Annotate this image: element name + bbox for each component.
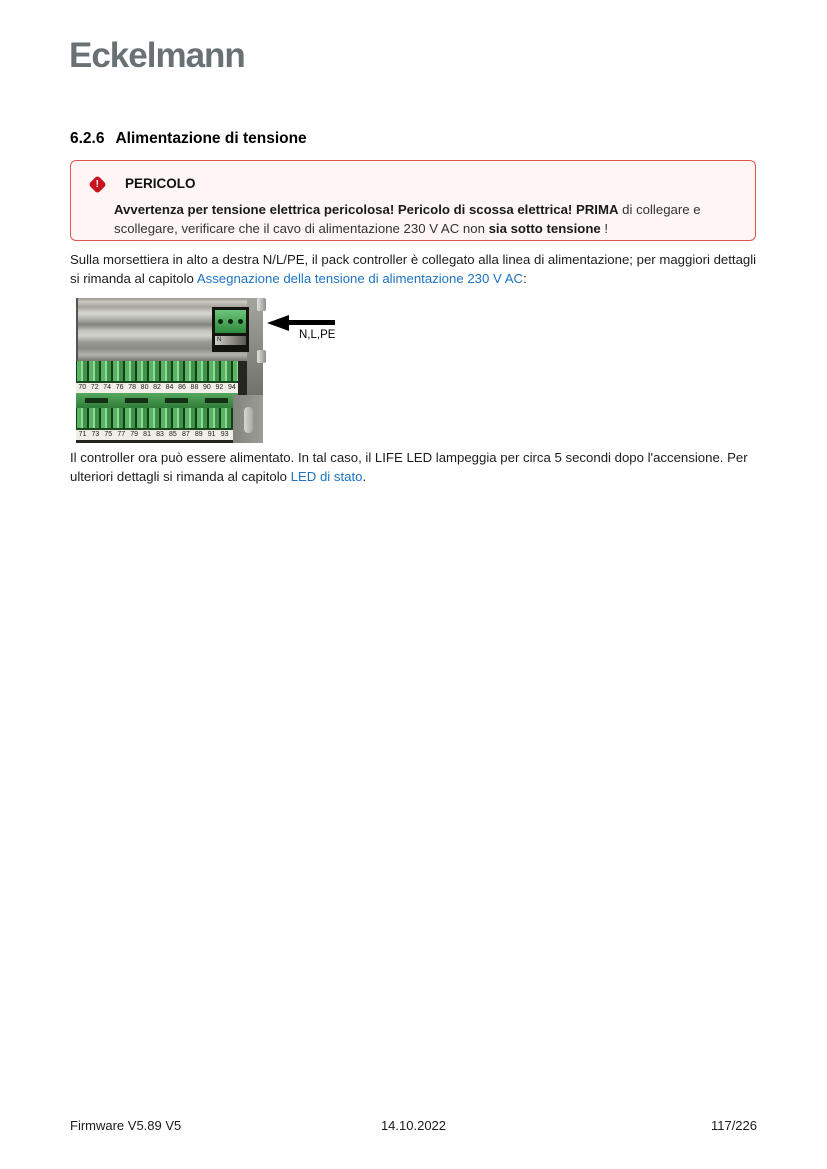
warning-regular-segment: di collegare e scollegare, verificare che il cavo di alimentazione 230 V AC non [114,202,701,236]
footer-firmware-version: Firmware V5.89 V5 [70,1118,182,1133]
terminal-number: 81 [143,431,151,438]
terminal-number: 76 [115,384,124,391]
terminal-row-even [76,361,238,393]
terminal-number: 71 [78,431,87,438]
terminal-pins [76,408,244,430]
arrow-left-icon [267,315,289,331]
terminal-number: 83 [156,431,164,438]
terminal-number-strip [76,430,244,440]
danger-admonition-header [89,176,196,191]
terminal-number: 72 [90,384,99,391]
warning-regular-segment: ! [600,220,609,236]
footer-date: 14.10.2022 [380,1118,447,1133]
terminal-number: 74 [103,384,112,391]
terminal-number: 73 [91,431,100,438]
terminal-number: 79 [130,431,139,438]
footer-page-number: 117/226 [710,1118,757,1133]
terminal-number: 85 [169,431,177,438]
warning-title: PERICOLO [125,176,196,191]
terminal-photo-figure [70,297,490,443]
warning-body-text [114,201,746,238]
terminal-number: 92 [215,384,224,391]
housing-side-edge [247,298,263,395]
exclamation-glyph: ! [95,178,100,190]
terminal-number: 77 [117,431,126,438]
eckelmann-logo: Eckelmann [69,36,245,75]
terminal-number: 78 [128,384,136,391]
paragraph-text: Sulla morsettiera in alto a destra N/L/PE, il pack controller è collegato alla linea di alimentazione; per maggiori dettagli si rimanda al capitolo [70,252,757,286]
terminal-number: 87 [181,431,190,438]
bolt-icon [257,350,266,363]
section-heading [70,130,307,148]
housing-corner [233,395,263,443]
link-assegnazione-tensione[interactable]: Assegnazione della tensione di alimentazione 230 V AC [196,270,524,286]
paragraph-text: . [362,468,367,484]
link-led-di-stato[interactable]: LED di stato [290,468,363,484]
terminal-number: 82 [153,384,161,391]
terminal-number: 70 [78,384,87,391]
paragraph-text: Il controller ora può essere alimentato. In tal caso, il LIFE LED lampeggia per circa 5 secondi dopo l'accensione. Per ulteriori dettagli si rimanda al capitolo [70,450,748,484]
danger-diamond-icon [88,175,106,193]
warning-bold-segment: Avvertenza per tensione elettrica pericolosa! Pericolo di scossa elettrica! PRIMA [114,202,619,217]
page-footer [70,1118,757,1133]
terminal-number: 86 [178,384,186,391]
warning-bold-segment: sia sotto tensione [488,220,601,236]
arrow-label: N,L,PE [299,329,336,341]
bolt-icon [257,298,266,311]
nlpe-terminal-inset [212,307,249,352]
arrow-shaft [288,320,335,325]
nlpe-terminal-block [215,310,246,333]
terminal-number: 88 [190,384,199,391]
terminal-connector-body [76,393,238,408]
terminal-pins [76,361,238,383]
terminal-number: 75 [104,431,113,438]
terminal-row-odd [76,408,244,440]
controller-photo [76,298,263,443]
section-title: Alimentazione di tensione [115,130,307,147]
connector-slots [76,398,238,403]
terminal-number: 89 [194,431,203,438]
terminal-number: 84 [165,384,174,391]
paragraph-life-led [70,449,766,486]
paragraph-text: : [523,270,527,286]
terminal-number: 80 [140,384,149,391]
terminal-number: 93 [220,431,229,438]
terminal-number: 91 [207,431,216,438]
section-number: 6.2.6 [70,130,105,147]
paragraph-power-connection [70,251,766,288]
danger-admonition-box [70,160,756,241]
nlpe-terminal-label: N [215,336,246,345]
terminal-number: 94 [227,384,236,391]
terminal-number-strip [76,383,238,393]
terminal-number: 90 [203,384,211,391]
